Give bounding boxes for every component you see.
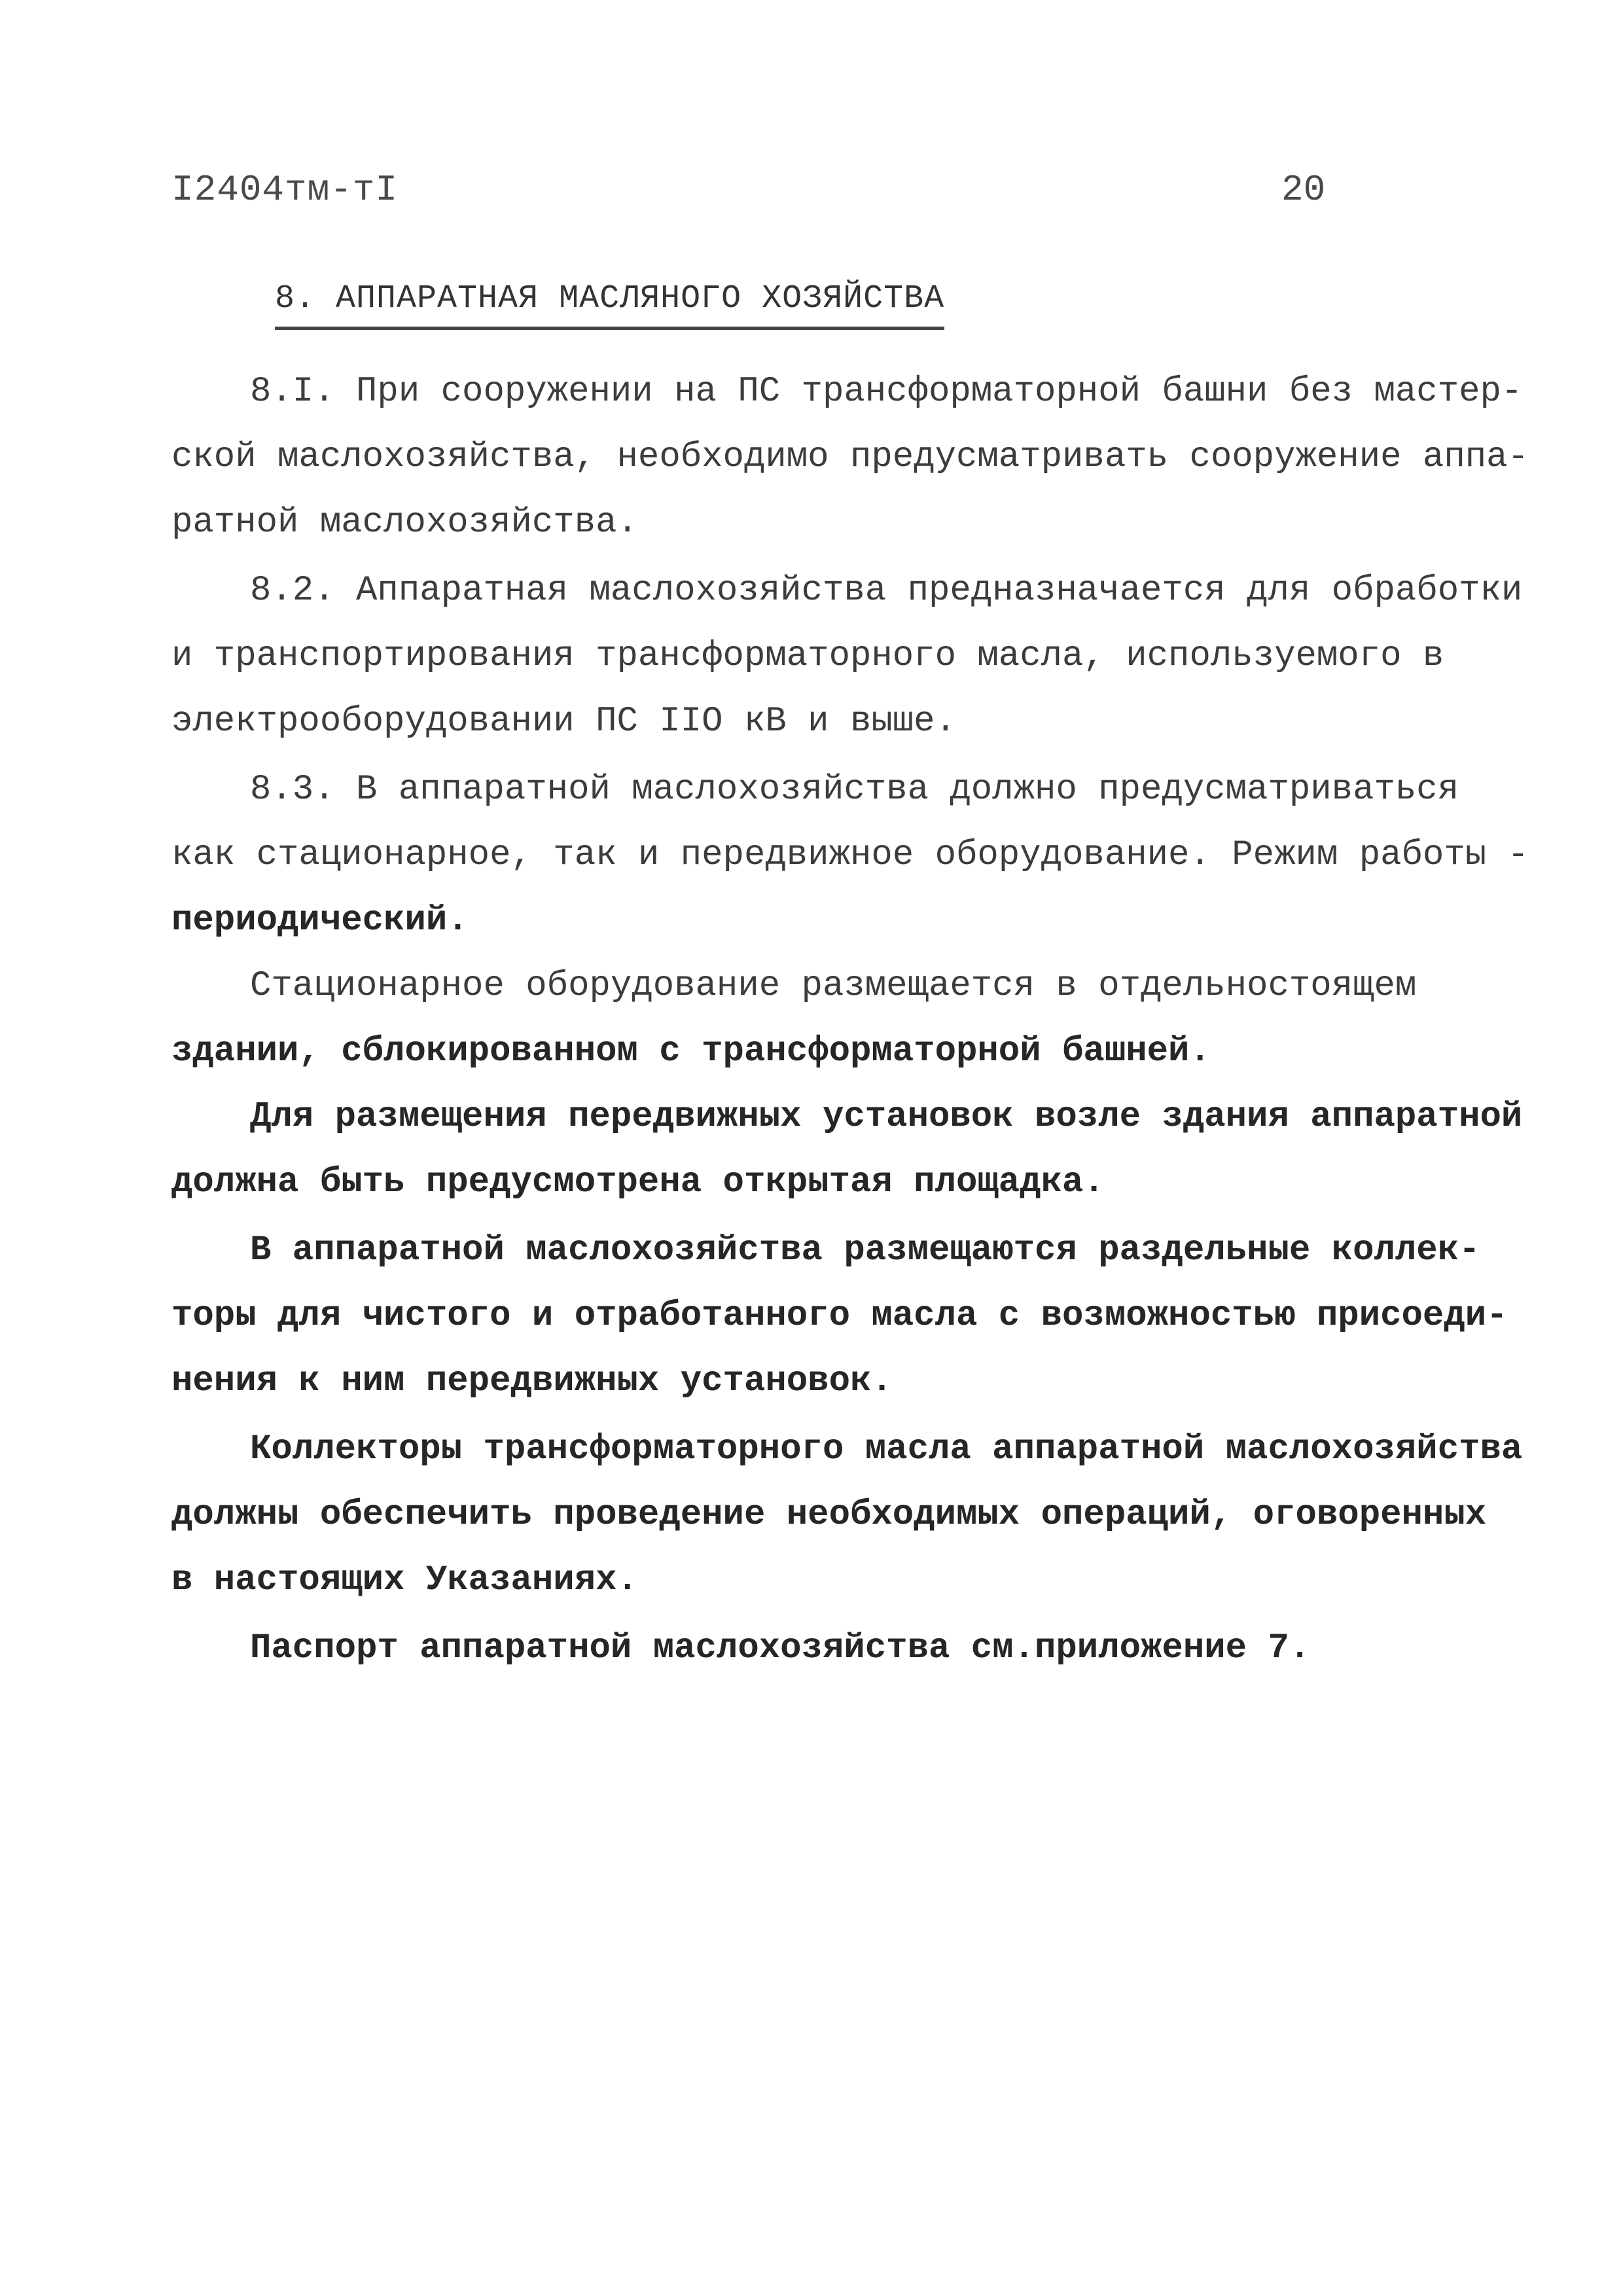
page-number: 20 [1281, 169, 1326, 211]
text-line: электрооборудовании ПС IIO кВ и выше. [171, 702, 956, 742]
text-line: как стационарное, так и передвижное оборудование. Режим работы - [171, 835, 1529, 875]
section-heading: 8. АППАРАТНАЯ МАСЛЯНОГО ХОЗЯЙСТВА [275, 280, 944, 330]
text-line: ской маслохозяйства, необходимо предусматривать сооружение аппа- [171, 437, 1529, 477]
text-line: В аппаратной маслохозяйства размещаются раздельные коллек- [250, 1230, 1480, 1270]
text-line: торы для чистого и отработанного масла с возможностью присоеди- [171, 1296, 1508, 1336]
text-line: 8.2. Аппаратная маслохозяйства предназначается для обработки [250, 571, 1523, 611]
text-line: Паспорт аппаратной маслохозяйства см.приложение 7. [250, 1628, 1311, 1668]
text-line: и транспортирования трансформаторного масла, используемого в [171, 636, 1444, 676]
text-line: 8.I. При сооружении на ПС трансформаторной башни без мастер- [250, 372, 1523, 412]
text-line: нения к ним передвижных установок. [171, 1361, 893, 1401]
text-line: Коллекторы трансформаторного масла аппаратной маслохозяйства [250, 1429, 1523, 1469]
text-line: 8.3. В аппаратной маслохозяйства должно предусматриваться [250, 770, 1459, 810]
text-line: Для размещения передвижных установок возле здания аппаратной [250, 1097, 1523, 1137]
text-line: должна быть предусмотрена открытая площадка. [171, 1162, 1105, 1202]
document-code: I2404тм-тI [171, 169, 399, 211]
text-line: Стационарное оборудование размещается в отдельностоящем [250, 966, 1417, 1006]
text-line: ратной маслохозяйства. [171, 503, 638, 543]
text-line: должны обеспечить проведение необходимых операций, оговоренных [171, 1495, 1487, 1535]
text-line: периодический. [171, 901, 469, 941]
text-line: здании, сблокированном с трансформаторной башней. [171, 1031, 1211, 1071]
text-line: в настоящих Указаниях. [171, 1560, 638, 1600]
